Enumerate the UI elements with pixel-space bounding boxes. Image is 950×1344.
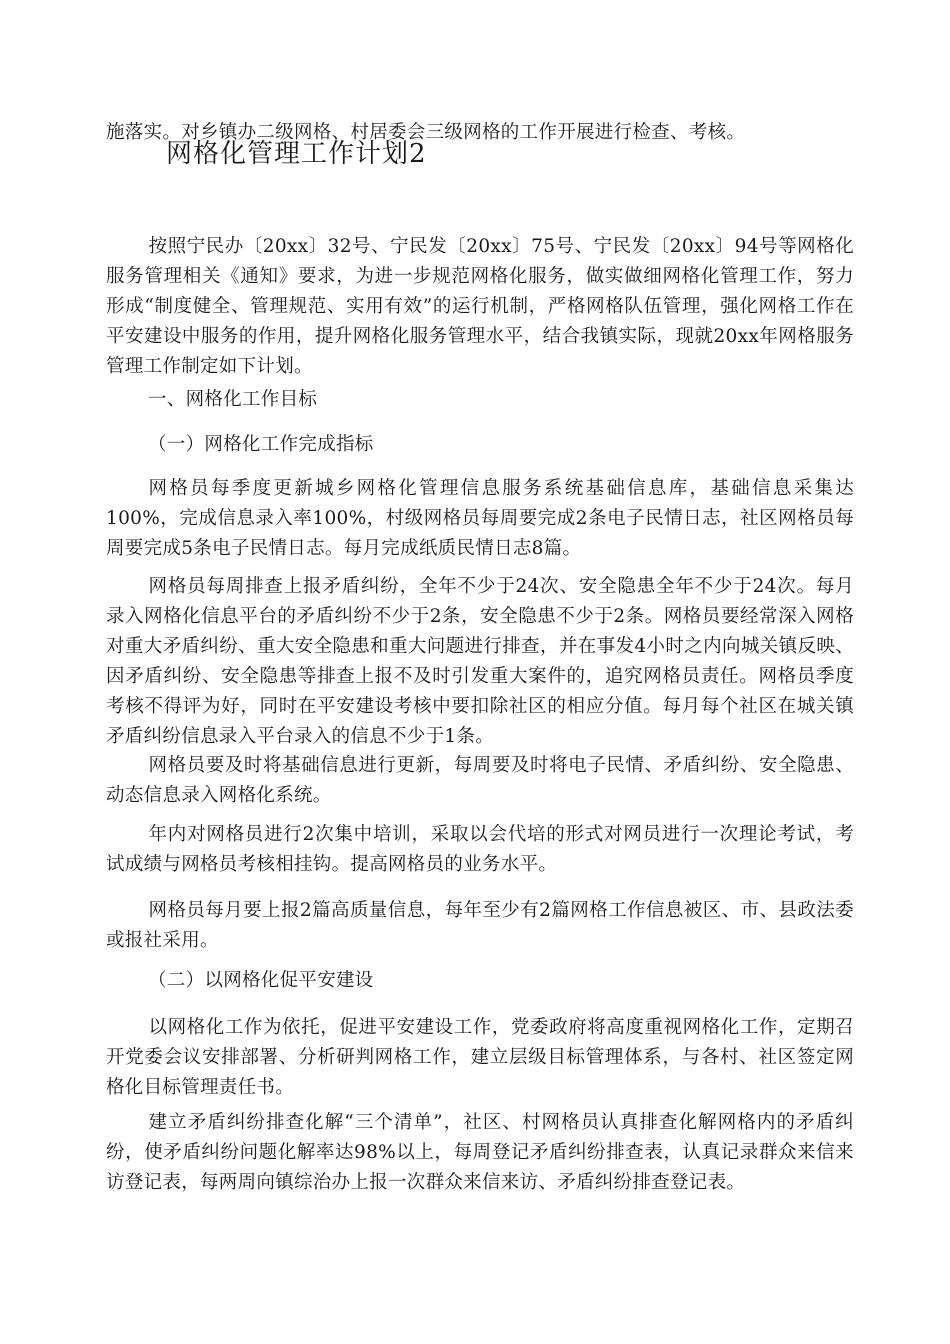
section-heading-goals: 一、网格化工作目标 <box>148 389 318 410</box>
lead-line: 施落实。对乡镇办二级网格、村居委会三级网格的工作开展进行检查、考核。 <box>106 122 746 143</box>
paragraph-safety-building: 以网格化工作为依托，促进平安建设工作，党委政府将高度重视网格化工作，定期召开党委会议安排部署、分析研判网格工作，建立层级目标管理体系，与各村、社区签定网格化目标管理责任书。 <box>106 1017 854 1098</box>
paragraph-three-lists: 建立矛盾纠纷排查化解“三个清单”，社区、村网格员认真排查化解网格内的矛盾纠纷，使矛盾纠纷问题化解率达98%以上，每周登记矛盾纠纷排查表，认真记录群众来信来访登记表，每两周向镇综治办上报一次群众来信来访、矛盾纠纷排查登记表。 <box>106 1112 854 1193</box>
subsection-heading-indicators: （一）网格化工作完成指标 <box>148 434 374 455</box>
subsection-heading-safety: （二）以网格化促平安建设 <box>148 970 374 991</box>
paragraph-info-update: 网格员要及时将基础信息进行更新，每周要及时将电子民情、矛盾纠纷、安全隐患、动态信息录入网格化系统。 <box>106 755 854 806</box>
paragraph-info-collection: 网格员每季度更新城乡网格化管理信息服务系统基础信息库，基础信息采集达100%，完成信息录入率100%，村级网格员每周要完成2条电子民情日志，社区网格员每周要完成5条电子民情日志。每月完成纸质民情日志8篇。 <box>106 478 854 559</box>
paragraph-quality-info: 网格员每月要上报2篇高质量信息，每年至少有2篇网格工作信息被区、市、县政法委或报社采用。 <box>106 900 854 951</box>
paragraph-training: 年内对网格员进行2次集中培训，采取以会代培的形式对网员进行一次理论考试，考试成绩与网格员考核相挂钩。提高网格员的业务水平。 <box>106 824 854 875</box>
document-title: 网格化管理工作计划2 <box>166 139 427 169</box>
paragraph-dispute-reporting: 网格员每周排查上报矛盾纠纷，全年不少于24次、安全隐患全年不少于24次。每月录入网格化信息平台的矛盾纠纷不少于2条，安全隐患不少于2条。网格员要经常深入网格对重大矛盾纠纷、重大安全隐患和重大问题进行排查，并在事发4小时之内向城关镇反映、因矛盾纠纷、安全隐患等排查上报不及时引发重大案件的，追究网格员责任。网格员季度考核不得评为好，同时在平安建设考核中要扣除社区的相应分值。每月每个社区在城关镇矛盾纠纷信息录入平台录入的信息不少于1条。 <box>106 576 854 747</box>
intro-paragraph: 按照宁民办〔20xx〕32号、宁民发〔20xx〕75号、宁民发〔20xx〕94号等网格化服务管理相关《通知》要求，为进一步规范网格化服务，做实做细网格化管理工作，努力形成“制度健全、管理规范、实用有效”的运行机制，严格网格队伍管理，强化网格工作在平安建设中服务的作用，提升网格化服务管理水平，结合我镇实际，现就20xx年网格服务管理工作制定如下计划。 <box>106 236 854 377</box>
